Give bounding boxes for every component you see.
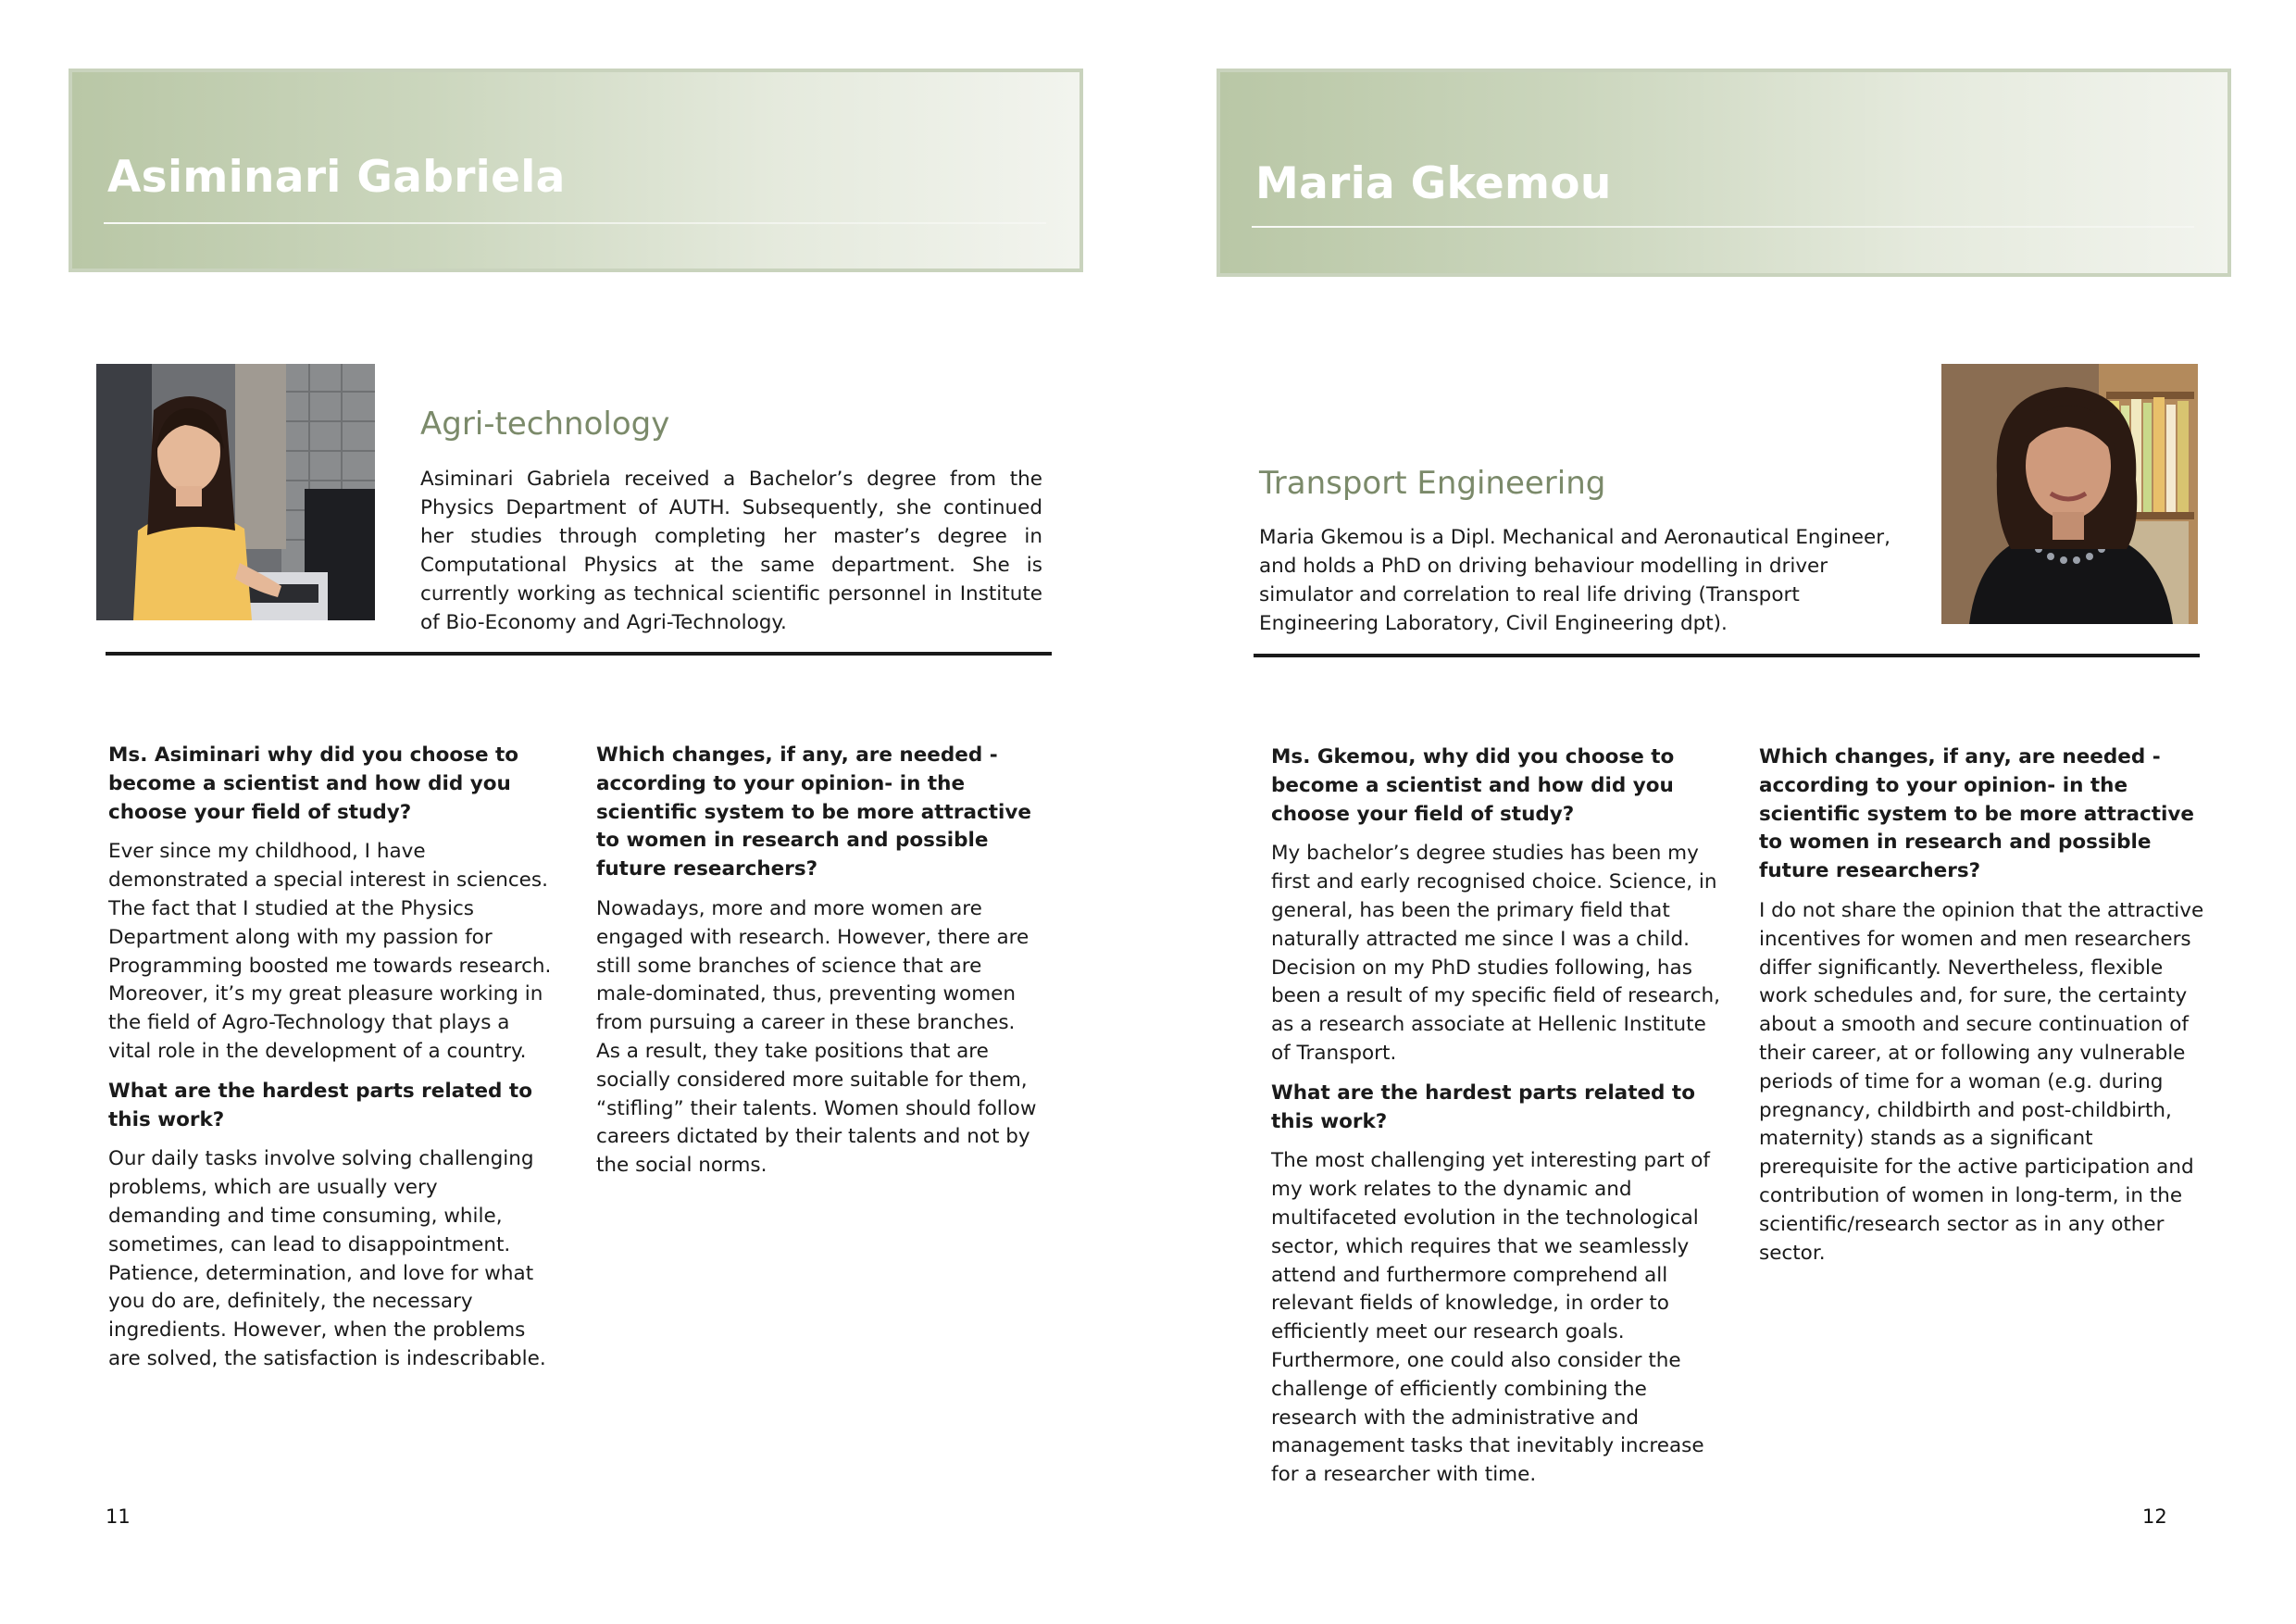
right-header-banner: [1217, 69, 2231, 277]
right-intro-paragraph: Maria Gkemou is a Dipl. Mechanical and Aeronautical Engineer, and holds a PhD on driving behaviour modelling in driver simulator and correlation to real life driving (Transport Engineering Laboratory, Civil Engineering dpt).: [1259, 526, 1890, 635]
right-question-3: Which changes, if any, are needed -according to your opinion- in the scientific system to be more attractive to women in research and possible future researchers?: [1759, 745, 2194, 883]
left-header-banner: [69, 69, 1083, 272]
left-scientist-name: Asiminari Gabriela: [107, 152, 566, 203]
left-question-2: What are the hardest parts related to this work?: [108, 1079, 532, 1131]
right-question-1: Ms. Gkemou, why did you choose to become a scientist and how did you choose your field of study?: [1271, 745, 1675, 826]
right-column-1: [1271, 743, 1723, 1501]
right-page-number: 12: [2142, 1505, 2167, 1528]
right-portrait-photo: [1941, 364, 2198, 624]
left-banner-rule: [104, 222, 1046, 224]
right-answer-3: I do not share the opinion that the attractive incentives for women and men researchers differ significantly. Nevertheless, flexible work schedules and, for sure, the certainty about a smooth and secure continuation of their career, at or following any vulnerable periods of time for a woman (e.g. during pregnancy, childbirth and post-childbirth, maternity) stands as a significant prerequisite for the active participation and contribution of women in long-term, in the scientific/research sector as in any other sector.: [1759, 898, 2204, 1265]
left-portrait-photo: [96, 364, 375, 620]
right-answer-1: My bachelor’s degree studies has been my first and early recognised choice. Science, in general, has been the primary field that naturally attracted me since I was a child. Decision on my PhD studies following, has been a result of my specific field of research, as a research associate at Hellenic Institute of Transport.: [1271, 842, 1720, 1065]
right-research-field: Transport Engineering: [1259, 465, 1606, 502]
left-answer-1: Ever since my childhood, I have demonstrated a special interest in sciences. The fact that I studied at the Physics Department along with my passion for Programming boosted me towards research. Moreover, it’s my great pleasure working in the field of Agro-Technology that plays a vital role in the development of a country.: [108, 840, 552, 1063]
left-research-field: Agri-technology: [420, 406, 670, 443]
right-banner-rule: [1252, 226, 2194, 228]
left-answer-3: Nowadays, more and more women are engaged with research. However, there are still some branches of science that are male-dominated, thus, preventing women from pursuing a career in these branches. As a result, they take positions that are socially considered more suitable for them, “stifling” their talents. Women should follow careers dictated by their talents and not by the social norms.: [596, 896, 1037, 1178]
left-column-2: [596, 742, 1042, 1192]
right-answer-2: The most challenging yet interesting part of my work relates to the dynamic and multifaceted evolution in the technological sector, which requires that we seamlessly attend and furthermore comprehend all relevant fields of knowledge, in order to efficiently meet our research goals. Furthermore, one could also consider the challenge of efficiently combining the research with the administrative and management tasks that inevitably increase for a researcher with time.: [1271, 1149, 1710, 1487]
right-question-2: What are the hardest parts related to this work?: [1271, 1081, 1695, 1133]
right-column-2: [1759, 743, 2211, 1279]
left-section-divider: [106, 652, 1052, 656]
left-column-1: [108, 742, 555, 1385]
right-scientist-name: Maria Gkemou: [1255, 158, 1612, 209]
left-page-number: 11: [106, 1505, 131, 1528]
right-section-divider: [1254, 654, 2200, 657]
left-answer-2: Our daily tasks involve solving challenging problems, which are usually very demanding and time consuming, while, sometimes, can lead to disappointment. Patience, determination, and love for what you do are, definitely, the necessary ingredients. However, when the problems are solved, the satisfaction is indescribable.: [108, 1147, 546, 1370]
left-question-3: Which changes, if any, are needed -according to your opinion- in the scientific system to be more attractive to women in research and possible future researchers?: [596, 743, 1031, 881]
left-intro-paragraph: Asiminari Gabriela received a Bachelor’s degree from the Physics Department of AUTH. Subsequently, she continued her studies through completing her master’s degree in Computational Physics at the same department. She is currently working as technical scientific personnel in Institute of Bio-Economy and Agri-Technology.: [420, 468, 1042, 634]
left-question-1: Ms. Asiminari why did you choose to become a scientist and how did you choose your field of study?: [108, 743, 519, 824]
